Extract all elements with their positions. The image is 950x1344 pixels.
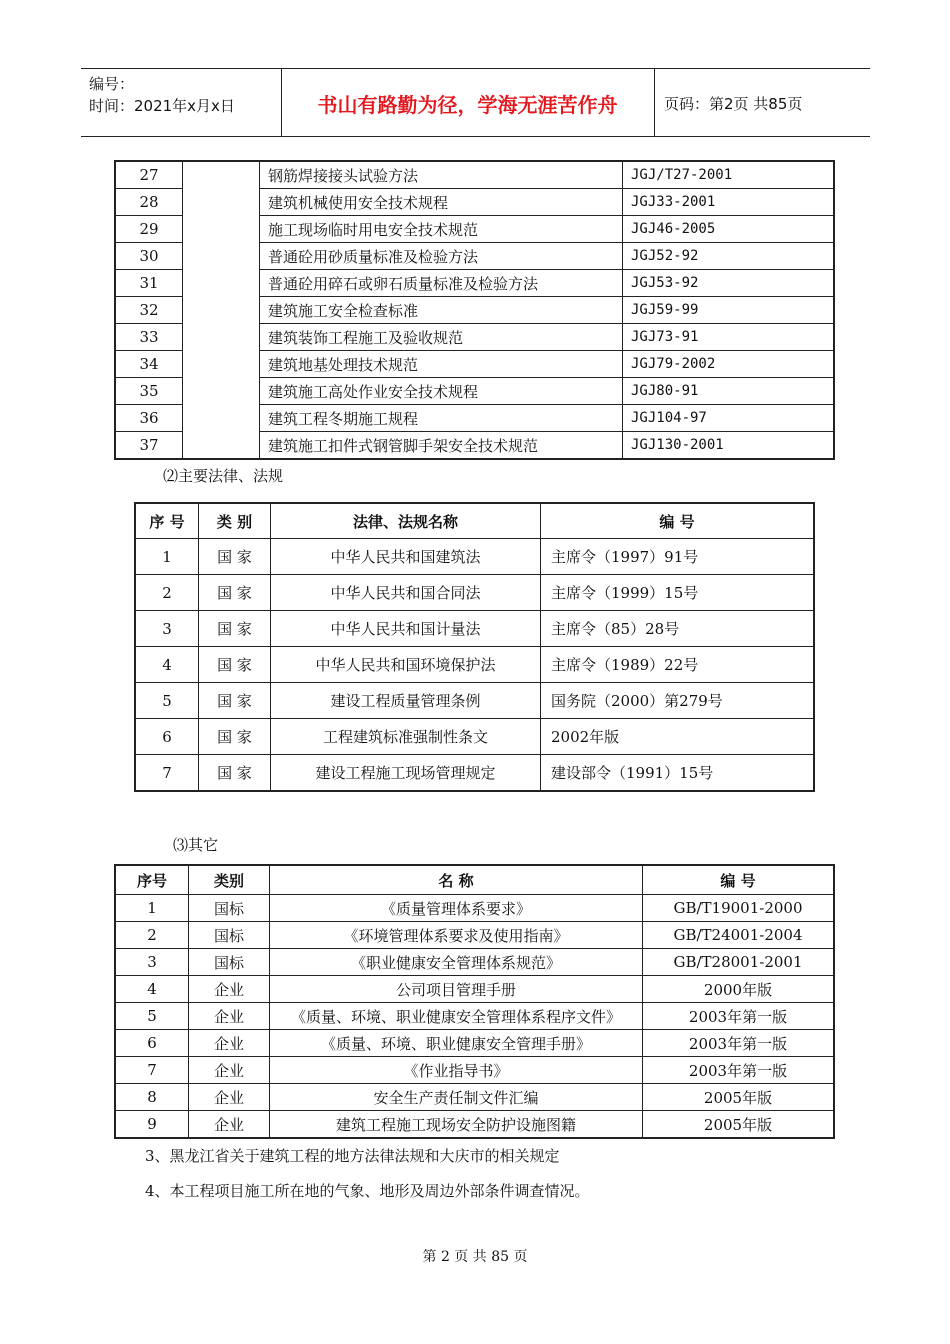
table-row <box>115 1084 834 1111</box>
law-name: 建设工程施工现场管理规定 <box>271 755 541 792</box>
standard-name: 建筑施工高处作业安全技术规程 <box>260 378 623 405</box>
row-number: 9 <box>115 1111 189 1139</box>
table-row <box>135 755 814 792</box>
table-row <box>115 949 834 976</box>
paragraph-local-regulations: 3、黑龙江省关于建筑工程的地方法律法规和大庆市的相关规定 <box>145 1147 560 1165</box>
standard-name: 施工现场临时用电安全技术规范 <box>260 216 623 243</box>
document-code: GB/T19001-2000 <box>643 895 835 922</box>
standard-name: 建筑工程冬期施工规程 <box>260 405 623 432</box>
header-meta <box>89 73 235 117</box>
standard-code: JGJ79-2002 <box>623 351 835 378</box>
table-row <box>115 1003 834 1030</box>
table-row <box>135 575 814 611</box>
row-category: 企业 <box>189 1084 270 1111</box>
standard-code: JGJ52-92 <box>623 243 835 270</box>
standard-code: JGJ/T27-2001 <box>623 161 835 189</box>
row-category: 企业 <box>189 1030 270 1057</box>
standard-code: JGJ130-2001 <box>623 432 835 460</box>
table-header-row <box>115 865 834 895</box>
table-row <box>115 922 834 949</box>
row-number: 5 <box>135 683 199 719</box>
others-table <box>114 864 835 1139</box>
document-name: 建筑工程施工现场安全防护设施图籍 <box>270 1111 643 1139</box>
row-number: 37 <box>115 432 183 460</box>
standard-code: JGJ33-2001 <box>623 189 835 216</box>
row-number: 27 <box>115 161 183 189</box>
law-name: 中华人民共和国建筑法 <box>271 539 541 575</box>
row-category: 国标 <box>189 949 270 976</box>
row-category: 国 家 <box>199 683 271 719</box>
row-number: 36 <box>115 405 183 432</box>
column-header-code: 编 号 <box>541 503 815 539</box>
document-name: 《质量、环境、职业健康安全管理手册》 <box>270 1030 643 1057</box>
document-code: 2003年第一版 <box>643 1003 835 1030</box>
row-category: 企业 <box>189 1111 270 1139</box>
header-page-number: 页码：第2页 共85页 <box>664 95 803 113</box>
row-category: 国 家 <box>199 575 271 611</box>
document-name: 《质量管理体系要求》 <box>270 895 643 922</box>
row-number: 2 <box>115 922 189 949</box>
row-number: 7 <box>115 1057 189 1084</box>
column-header-number: 序号 <box>115 865 189 895</box>
row-number: 5 <box>115 1003 189 1030</box>
column-header-category: 类别 <box>189 865 270 895</box>
laws-table <box>134 502 815 792</box>
others-section-caption: ⑶其它 <box>173 836 219 854</box>
header-motto: 书山有路勤为径，学海无涯苦作舟 <box>317 93 618 117</box>
standard-code: JGJ104-97 <box>623 405 835 432</box>
standard-code: JGJ59-99 <box>623 297 835 324</box>
standard-code: JGJ80-91 <box>623 378 835 405</box>
document-name: 安全生产责任制文件汇编 <box>270 1084 643 1111</box>
row-category: 国 家 <box>199 647 271 683</box>
row-category: 企业 <box>189 1057 270 1084</box>
row-number: 1 <box>135 539 199 575</box>
row-category: 国 家 <box>199 611 271 647</box>
column-header-name: 名 称 <box>270 865 643 895</box>
law-name: 工程建筑标准强制性条文 <box>271 719 541 755</box>
law-code: 主席令（85）28号 <box>541 611 815 647</box>
law-code: 主席令（1999）15号 <box>541 575 815 611</box>
table-row <box>115 1030 834 1057</box>
document-name: 公司项目管理手册 <box>270 976 643 1003</box>
row-category: 企业 <box>189 1003 270 1030</box>
column-header-code: 编 号 <box>643 865 835 895</box>
page-header <box>81 68 870 137</box>
merged-category-cell <box>183 161 260 459</box>
table-row <box>115 976 834 1003</box>
row-number: 8 <box>115 1084 189 1111</box>
document-number-label: 编号： <box>89 75 135 93</box>
table-row <box>135 683 814 719</box>
document-code: 2003年第一版 <box>643 1030 835 1057</box>
standard-name: 建筑地基处理技术规范 <box>260 351 623 378</box>
row-number: 30 <box>115 243 183 270</box>
column-header-name: 法律、法规名称 <box>271 503 541 539</box>
row-number: 3 <box>135 611 199 647</box>
table-row <box>135 539 814 575</box>
document-code: 2003年第一版 <box>643 1057 835 1084</box>
row-number: 35 <box>115 378 183 405</box>
table-row <box>135 611 814 647</box>
document-code: GB/T24001-2004 <box>643 922 835 949</box>
row-number: 28 <box>115 189 183 216</box>
standard-name: 普通砼用碎石或卵石质量标准及检验方法 <box>260 270 623 297</box>
document-name: 《环境管理体系要求及使用指南》 <box>270 922 643 949</box>
standard-name: 建筑机械使用安全技术规程 <box>260 189 623 216</box>
document-code: 2005年版 <box>643 1111 835 1139</box>
row-number: 1 <box>115 895 189 922</box>
table-row <box>115 161 834 189</box>
law-code: 主席令（1989）22号 <box>541 647 815 683</box>
row-category: 国标 <box>189 922 270 949</box>
laws-section-caption: ⑵主要法律、法规 <box>163 467 284 485</box>
standard-name: 钢筋焊接接头试验方法 <box>260 161 623 189</box>
table-row <box>135 647 814 683</box>
row-number: 3 <box>115 949 189 976</box>
document-code: 2000年版 <box>643 976 835 1003</box>
standard-code: JGJ73-91 <box>623 324 835 351</box>
row-category: 国 家 <box>199 755 271 792</box>
row-number: 7 <box>135 755 199 792</box>
document-name: 《质量、环境、职业健康安全管理体系程序文件》 <box>270 1003 643 1030</box>
row-category: 国标 <box>189 895 270 922</box>
law-code: 主席令（1997）91号 <box>541 539 815 575</box>
row-number: 32 <box>115 297 183 324</box>
law-code: 建设部令（1991）15号 <box>541 755 815 792</box>
standard-name: 普通砼用砂质量标准及检验方法 <box>260 243 623 270</box>
law-name: 建设工程质量管理条例 <box>271 683 541 719</box>
standard-name: 建筑施工安全检查标准 <box>260 297 623 324</box>
law-code: 国务院（2000）第279号 <box>541 683 815 719</box>
law-code: 2002年版 <box>541 719 815 755</box>
law-name: 中华人民共和国合同法 <box>271 575 541 611</box>
row-number: 31 <box>115 270 183 297</box>
column-header-category: 类 别 <box>199 503 271 539</box>
row-category: 企业 <box>189 976 270 1003</box>
standards-table <box>114 160 835 460</box>
standard-code: JGJ53-92 <box>623 270 835 297</box>
page-footer: 第 2 页 共 85 页 <box>422 1249 528 1265</box>
document-name: 《作业指导书》 <box>270 1057 643 1084</box>
header-divider <box>654 69 655 136</box>
law-name: 中华人民共和国计量法 <box>271 611 541 647</box>
row-number: 6 <box>115 1030 189 1057</box>
paragraph-site-conditions: 4、本工程项目施工所在地的气象、地形及周边外部条件调查情况。 <box>145 1182 590 1200</box>
table-row <box>115 895 834 922</box>
row-category: 国 家 <box>199 539 271 575</box>
row-category: 国 家 <box>199 719 271 755</box>
standard-code: JGJ46-2005 <box>623 216 835 243</box>
table-row <box>115 1111 834 1139</box>
row-number: 4 <box>115 976 189 1003</box>
row-number: 2 <box>135 575 199 611</box>
row-number: 33 <box>115 324 183 351</box>
standard-name: 建筑装饰工程施工及验收规范 <box>260 324 623 351</box>
row-number: 4 <box>135 647 199 683</box>
document-date: 时间：2021年x月x日 <box>89 97 235 115</box>
table-row <box>115 1057 834 1084</box>
document-code: GB/T28001-2001 <box>643 949 835 976</box>
document-name: 《职业健康安全管理体系规范》 <box>270 949 643 976</box>
row-number: 6 <box>135 719 199 755</box>
law-name: 中华人民共和国环境保护法 <box>271 647 541 683</box>
row-number: 29 <box>115 216 183 243</box>
row-number: 34 <box>115 351 183 378</box>
column-header-number: 序 号 <box>135 503 199 539</box>
table-row <box>135 719 814 755</box>
standard-name: 建筑施工扣件式钢管脚手架安全技术规范 <box>260 432 623 460</box>
document-code: 2005年版 <box>643 1084 835 1111</box>
table-header-row <box>135 503 814 539</box>
